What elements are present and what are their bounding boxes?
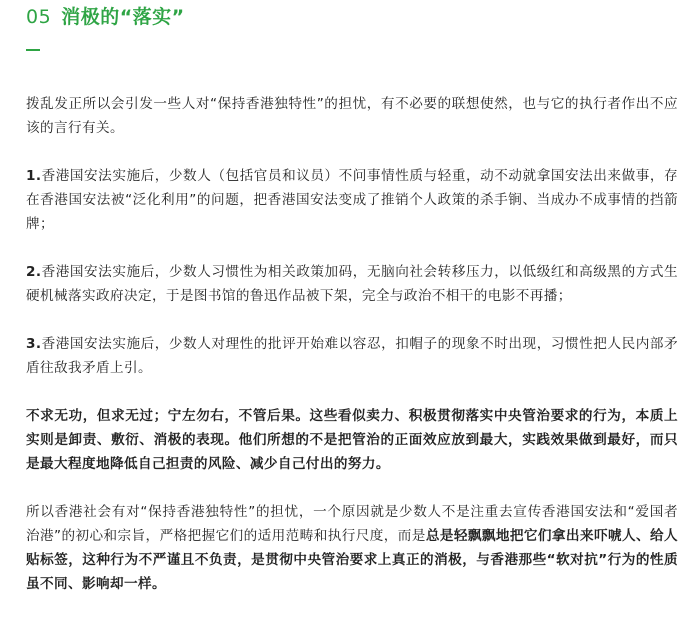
list-item-2 bbox=[26, 260, 678, 308]
final-paragraph-text: 所以香港社会有对“保持香港独特性”的担忧，一个原因就是少数人不是注重去宣传香港国安法和“爱国者治港”的初心和宗旨，严格把握它们的适用范畴和执行尺度，而是 bbox=[26, 504, 678, 544]
section-heading bbox=[26, 2, 185, 29]
emphasis-paragraph: 不求无功，但求无过；宁左勿右，不管后果。这些看似卖力、积极贯彻落实中央管治要求的行为，本质上实则是卸责、敷衍、消极的表现。他们所想的不是把管治的正面效应放到最大，实践效果做到最好，而只是最大程度地降低自己担责的风险、减少自己付出的努力。 bbox=[26, 408, 678, 472]
list-item-2-text: 香港国安法实施后，少数人习惯性为相关政策加码，无脑向社会转移压力，以低级红和高级黑的方式生硬机械落实政府决定，于是图书馆的鲁迅作品被下架，完全与政治不相干的电影不再播； bbox=[26, 264, 678, 304]
heading-underline bbox=[26, 49, 40, 51]
list-item-1-number: 1. bbox=[26, 168, 42, 184]
final-paragraph-emphasis: 总是轻飘飘地把它们拿出来吓唬人、给人贴标签，这种行为不严谨且不负责，是贯彻中央管治要求上真正的消极，与香港那些“软对抗”行为的性质虽不同、影响却一样。 bbox=[26, 528, 679, 592]
intro-paragraph: 拨乱发正所以会引发一些人对“保持香港独特性”的担忧，有不必要的联想使然，也与它的执行者作出不应该的言行有关。 bbox=[26, 96, 678, 136]
list-item-3-number: 3. bbox=[26, 336, 42, 352]
list-item-3 bbox=[26, 332, 678, 380]
article-body bbox=[26, 92, 678, 620]
list-item-2-number: 2. bbox=[26, 264, 42, 280]
final-paragraph bbox=[26, 500, 678, 596]
section-title: 消极的“落实” bbox=[61, 6, 185, 28]
section-number: 05 bbox=[26, 6, 52, 28]
list-item-3-text: 香港国安法实施后，少数人对理性的批评开始难以容忍，扣帽子的现象不时出现，习惯性把人民内部矛盾往敌我矛盾上引。 bbox=[26, 336, 678, 376]
list-item-1-text: 香港国安法实施后，少数人（包括官员和议员）不问事情性质与轻重，动不动就拿国安法出来做事，存在香港国安法被“泛化利用”的问题，把香港国安法变成了推销个人政策的杀手锏、当成办不成事情的挡箭牌； bbox=[26, 168, 678, 232]
list-item-1 bbox=[26, 164, 678, 236]
